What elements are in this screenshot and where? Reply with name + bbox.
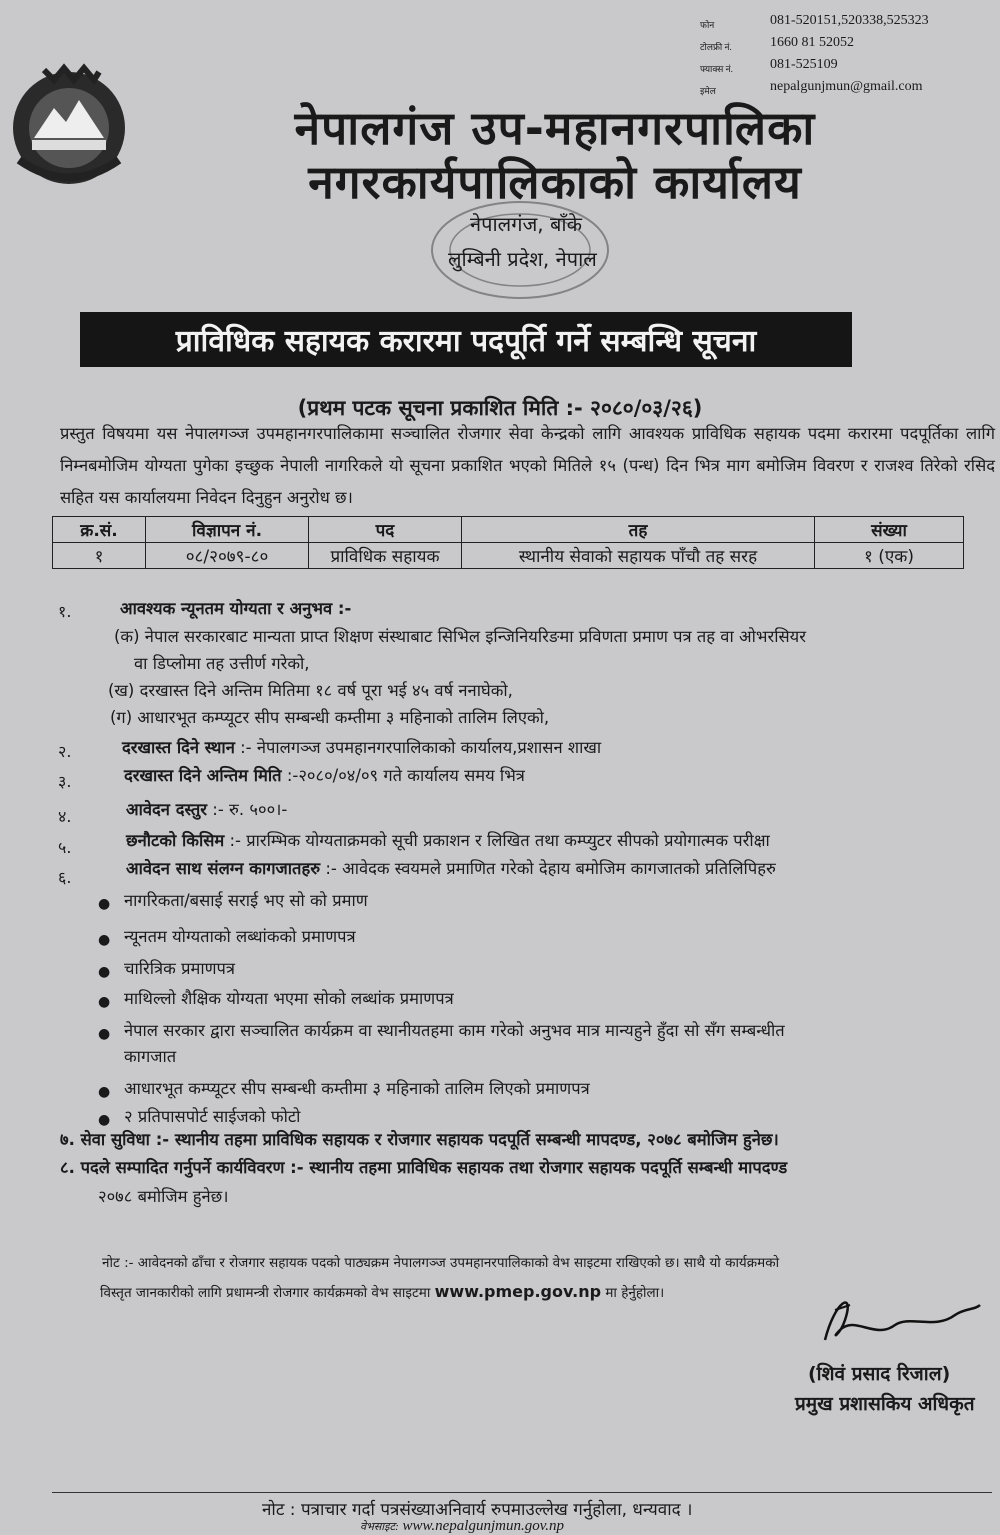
section-4-label: आवेदन दस्तुर bbox=[126, 800, 208, 819]
section-4-number: ४. bbox=[58, 807, 72, 826]
email-value: nepalgunjmun@gmail.com bbox=[770, 79, 923, 94]
intro-paragraph: प्रस्तुत विषयमा यस नेपालगञ्ज उपमहानगरपालिकामा सञ्चालित रोजगार सेवा केन्द्रको लागि आवश्यक प्राविधिक सहायक पदमा करारमा पदपूर्तिका लागि निम्नबमोजिम योग्यता पुगेका इच्छुक नेपाली नागरिकले यो सूचना प्रकाशित भएको मितिले १५ (पन्ध) दिन भित्र माग बमोजिम विवरण र राजश्व तिरेको रसिद सहित यस कार्यालयमा निवेदन दिनुहुन अनुरोध छ। bbox=[60, 424, 995, 507]
document-item: आधारभूत कम्प्यूटर सीप सम्बन्धी कम्तीमा ३ महिनाको तालिम लिएको प्रमाणपत्र bbox=[124, 1079, 590, 1098]
nepal-emblem-icon bbox=[4, 60, 134, 190]
table-header-row bbox=[53, 517, 964, 543]
document-item: नेपाल सरकार द्वारा सञ्चालित कार्यक्रम वा स्थानीयतहमा काम गरेको अनुभव मात्र मान्यहुने हुँदा सो सँग सम्बन्धीत bbox=[124, 1021, 785, 1040]
footer-website-label: वेभसाइट: bbox=[360, 1521, 399, 1533]
section-6-text: :- आवेदक स्वयमले प्रमाणित गरेको देहाय बमोजिम कागजातको प्रतिलिपिहरु bbox=[320, 859, 776, 878]
section-6-line bbox=[126, 856, 776, 879]
contact-block bbox=[700, 12, 929, 100]
document-item: २ प्रतिपासपोर्ट साईजको फोटो bbox=[124, 1107, 301, 1126]
col-sn: क्र.सं. bbox=[53, 517, 146, 543]
phone-value: 081-520151,520338,525323 bbox=[770, 13, 929, 28]
fax-value: 081-525109 bbox=[770, 57, 838, 72]
address-line2: लुम्बिनी प्रदेश, नेपाल bbox=[448, 247, 597, 271]
bullet-icon: ● bbox=[98, 1112, 111, 1128]
document-item: नागरिकता/बसाई सराई भए सो को प्रमाण bbox=[124, 891, 368, 910]
cell-post: प्राविधिक सहायक bbox=[309, 543, 462, 569]
pmep-url: www.pmep.gov.np bbox=[434, 1282, 602, 1301]
handwritten-signature bbox=[815, 1280, 985, 1360]
cell-ad-no: ०८/२०७९-८० bbox=[146, 543, 309, 569]
col-count: संख्या bbox=[815, 517, 964, 543]
section-5-label: छनौटको किसिम bbox=[126, 831, 225, 850]
notice-banner: प्राविधिक सहायक करारमा पदपूर्ति गर्ने सम्बन्धि सूचना bbox=[80, 312, 852, 367]
bullet-icon: ● bbox=[98, 1084, 111, 1100]
section-5-line bbox=[126, 828, 770, 851]
section-8-line1: ८. पदले सम्पादित गर्नुपर्ने कार्यविवरण :- स्थानीय तहमा प्राविधिक सहायक तथा रोजगार सहायक पदपूर्ति सम्बन्धी मापदण्ड bbox=[60, 1158, 788, 1177]
table-row bbox=[53, 543, 964, 569]
bullet-icon: ● bbox=[98, 896, 111, 912]
section-3-number: ३. bbox=[58, 772, 72, 791]
section-2-number: २. bbox=[58, 742, 72, 761]
note-line2-suffix: मा हेर्नुहोला। bbox=[601, 1285, 665, 1301]
section-1-title: आवश्यक न्यूनतम योग्यता र अनुभव :- bbox=[120, 599, 352, 618]
bullet-icon: ● bbox=[98, 932, 111, 948]
section-3-line bbox=[124, 763, 525, 786]
footer-website: www.nepalgunjmun.gov.np bbox=[402, 1518, 565, 1534]
bullet-icon: ● bbox=[98, 994, 111, 1010]
section-1-item-c: (ग) आधारभूत कम्प्यूटर सीप सम्बन्धी कम्तीमा ३ महिनाको तालिम लिएको, bbox=[110, 708, 550, 727]
signatory-name: (शिवं प्रसाद रिजाल) bbox=[808, 1363, 951, 1385]
document-item: न्यूनतम योग्यताको लब्धांकको प्रमाणपत्र bbox=[124, 927, 356, 946]
published-date: (प्रथम पटक सूचना प्रकाशित मिति :- २०८०/०३/२६) bbox=[297, 396, 703, 420]
email-label: इमेल bbox=[700, 86, 716, 96]
fax-label: फ्याक्स नं. bbox=[700, 64, 733, 74]
section-4-text: :- रु. ५००।- bbox=[207, 800, 288, 819]
office-title-line1: नेपालगंज उप-महानगरपालिका bbox=[294, 101, 816, 155]
footer-divider bbox=[52, 1492, 992, 1493]
section-1-number: १. bbox=[58, 602, 72, 621]
section-6-label: आवेदन साथ संलग्न कागजातहरु bbox=[126, 859, 321, 878]
footer-note: नोट : पत्राचार गर्दा पत्रसंख्याअनिवार्य रुपमाउल्लेख गर्नुहोला, धन्यवाद । bbox=[262, 1500, 693, 1520]
cell-sn: १ bbox=[53, 543, 146, 569]
cell-level: स्थानीय सेवाको सहायक पाँचौ तह सरह bbox=[462, 543, 815, 569]
section-5-text: :- प्रारम्भिक योग्यताक्रमको सूची प्रकाशन र लिखित तथा कम्प्युटर सीपको प्रयोगात्मक परीक्षा bbox=[224, 831, 770, 850]
section-2-label: दरखास्त दिने स्थान bbox=[122, 738, 235, 757]
section-1-item-b: (ख) दरखास्त दिने अन्तिम मितिमा १८ वर्ष पूरा भई ४५ वर्ष ननाघेको, bbox=[108, 681, 513, 700]
cell-count: १ (एक) bbox=[815, 543, 964, 569]
section-2-line bbox=[122, 735, 601, 758]
col-ad-no: विज्ञापन नं. bbox=[146, 517, 309, 543]
bullet-icon: ● bbox=[98, 1026, 111, 1042]
section-7: ७. सेवा सुविधा :- स्थानीय तहमा प्राविधिक सहायक र रोजगार सहायक पदपूर्ति सम्बन्धी मापदण्ड, २०७८ बमोजिम हुनेछ। bbox=[60, 1130, 779, 1149]
tollfree-value: 1660 81 52052 bbox=[770, 35, 854, 50]
tollfree-label: टोलफ्री नं. bbox=[700, 42, 732, 52]
section-1-item-a-cont: वा डिप्लोमा तह उत्तीर्ण गरेको, bbox=[134, 654, 310, 673]
document-item-cont: कागजात bbox=[124, 1047, 177, 1066]
signatory-title: प्रमुख प्रशासकिय अधिकृत bbox=[795, 1393, 975, 1415]
col-level: तह bbox=[462, 517, 815, 543]
note-line2-prefix: विस्तृत जानकारीको लागि प्रधामन्त्री रोजगार कार्यक्रमको वेभ साइटमा bbox=[100, 1285, 435, 1301]
footer-website-line bbox=[360, 1518, 564, 1535]
note-line2 bbox=[100, 1282, 664, 1301]
note-line1: नोट :- आवेदनको ढाँचा र रोजगार सहायक पदको पाठ्यक्रम नेपालगञ्ज उपमहानरपालिकाको वेभ साइटमा राखिएको छ। साथै यो कार्यक्रमको bbox=[102, 1255, 780, 1271]
section-4-line bbox=[126, 797, 287, 820]
section-2-text: :- नेपालगञ्ज उपमहानगरपालिकाको कार्यालय,प्रशासन शाखा bbox=[234, 738, 602, 757]
bullet-icon: ● bbox=[98, 964, 111, 980]
document-item: चारित्रिक प्रमाणपत्र bbox=[124, 959, 236, 978]
vacancy-table bbox=[52, 516, 964, 569]
section-8-line2: २०७८ बमोजिम हुनेछ। bbox=[98, 1187, 229, 1206]
document-item: माथिल्लो शैक्षिक योग्यता भएमा सोको लब्धांक प्रमाणपत्र bbox=[124, 989, 454, 1008]
section-5-number: ५. bbox=[58, 838, 72, 857]
section-3-label: दरखास्त दिने अन्तिम मिति bbox=[124, 766, 282, 785]
col-post: पद bbox=[309, 517, 462, 543]
section-6-number: ६. bbox=[58, 868, 72, 887]
address-line1: नेपालगंज, बाँके bbox=[470, 212, 582, 236]
office-title-line2: नगरकार्यपालिकाको कार्यालय bbox=[308, 155, 802, 209]
section-3-text: :-२०८०/०४/०९ गते कार्यालय समय भित्र bbox=[281, 766, 525, 785]
phone-label: फोन bbox=[700, 20, 715, 30]
section-1-item-a: (क) नेपाल सरकारबाट मान्यता प्राप्त शिक्षण संस्थाबाट सिभिल इन्जिनियरिङमा प्रविणता प्रमाण पत्र तह वा ओभरसियर bbox=[114, 627, 806, 646]
